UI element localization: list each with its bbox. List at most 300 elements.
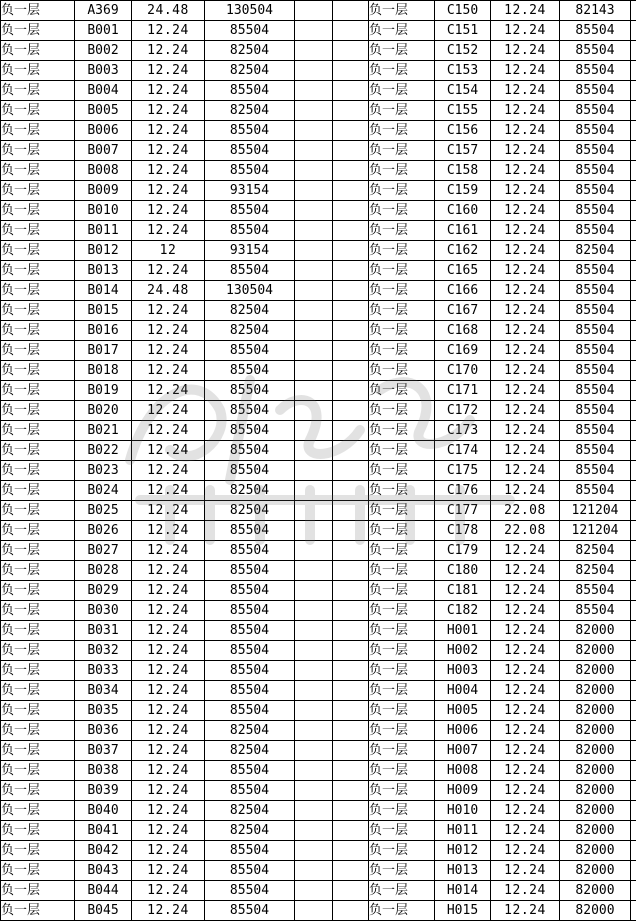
price-cell: 82504 — [205, 61, 295, 81]
area-cell: 12.24 — [132, 901, 205, 921]
table-row — [1, 201, 636, 221]
floor-cell: 负一层 — [369, 641, 435, 661]
area-cell: 12.24 — [132, 681, 205, 701]
table-row — [1, 741, 636, 761]
floor-cell: 负一层 — [1, 561, 75, 581]
floor-cell: 负一层 — [1, 361, 75, 381]
area-cell: 12.24 — [132, 621, 205, 641]
empty-cell — [333, 601, 369, 621]
area-cell: 12.24 — [491, 461, 560, 481]
empty-cell — [631, 641, 636, 661]
table-row — [1, 621, 636, 641]
area-cell: 12.24 — [132, 741, 205, 761]
empty-cell — [295, 881, 333, 901]
empty-cell — [631, 601, 636, 621]
floor-cell: 负一层 — [369, 581, 435, 601]
table-row — [1, 41, 636, 61]
table-row — [1, 901, 636, 921]
area-cell: 12.24 — [491, 721, 560, 741]
empty-cell — [295, 721, 333, 741]
table-body — [1, 1, 636, 921]
empty-cell — [333, 421, 369, 441]
empty-cell — [631, 401, 636, 421]
area-cell: 12.24 — [132, 361, 205, 381]
area-cell: 12.24 — [132, 521, 205, 541]
price-cell: 85504 — [560, 321, 631, 341]
floor-cell: 负一层 — [369, 181, 435, 201]
price-cell: 82000 — [560, 841, 631, 861]
area-cell: 12.24 — [491, 821, 560, 841]
empty-cell — [295, 701, 333, 721]
empty-cell — [295, 761, 333, 781]
empty-cell — [295, 141, 333, 161]
unit-code-cell: H004 — [435, 681, 491, 701]
empty-cell — [295, 121, 333, 141]
empty-cell — [333, 21, 369, 41]
empty-cell — [333, 521, 369, 541]
area-cell: 12.24 — [132, 781, 205, 801]
empty-cell — [333, 541, 369, 561]
empty-cell — [295, 201, 333, 221]
floor-cell: 负一层 — [1, 301, 75, 321]
area-cell: 12.24 — [491, 341, 560, 361]
price-cell: 82000 — [560, 641, 631, 661]
table-row — [1, 1, 636, 21]
unit-code-cell: B022 — [75, 441, 132, 461]
table-row — [1, 661, 636, 681]
empty-cell — [631, 61, 636, 81]
table-row — [1, 441, 636, 461]
floor-cell: 负一层 — [1, 161, 75, 181]
area-cell: 12.24 — [132, 701, 205, 721]
empty-cell — [333, 441, 369, 461]
empty-cell — [631, 581, 636, 601]
area-cell: 12.24 — [132, 61, 205, 81]
table-row — [1, 861, 636, 881]
empty-cell — [631, 441, 636, 461]
price-cell: 82000 — [560, 761, 631, 781]
area-cell: 12.24 — [491, 41, 560, 61]
empty-cell — [631, 701, 636, 721]
empty-cell — [631, 21, 636, 41]
floor-cell: 负一层 — [1, 381, 75, 401]
floor-cell: 负一层 — [1, 341, 75, 361]
empty-cell — [631, 321, 636, 341]
area-cell: 12.24 — [491, 261, 560, 281]
unit-code-cell: B016 — [75, 321, 132, 341]
area-cell: 12.24 — [491, 221, 560, 241]
empty-cell — [631, 541, 636, 561]
empty-cell — [333, 641, 369, 661]
price-cell: 85504 — [205, 521, 295, 541]
area-cell: 12.24 — [132, 561, 205, 581]
empty-cell — [333, 561, 369, 581]
floor-cell: 负一层 — [369, 801, 435, 821]
table-row — [1, 721, 636, 741]
empty-cell — [631, 201, 636, 221]
unit-code-cell: C161 — [435, 221, 491, 241]
empty-cell — [631, 501, 636, 521]
price-cell: 85504 — [205, 341, 295, 361]
floor-cell: 负一层 — [369, 901, 435, 921]
floor-cell: 负一层 — [1, 801, 75, 821]
empty-cell — [333, 581, 369, 601]
area-cell: 12.24 — [132, 861, 205, 881]
floor-cell: 负一层 — [369, 281, 435, 301]
empty-cell — [333, 181, 369, 201]
empty-cell — [631, 301, 636, 321]
area-cell: 12.24 — [132, 581, 205, 601]
floor-cell: 负一层 — [369, 261, 435, 281]
area-cell: 12.24 — [491, 281, 560, 301]
empty-cell — [631, 521, 636, 541]
table-row — [1, 241, 636, 261]
area-cell: 12.24 — [491, 761, 560, 781]
area-cell: 12.24 — [132, 201, 205, 221]
empty-cell — [295, 81, 333, 101]
price-cell: 85504 — [560, 441, 631, 461]
unit-code-cell: B040 — [75, 801, 132, 821]
empty-cell — [295, 241, 333, 261]
floor-cell: 负一层 — [1, 121, 75, 141]
empty-cell — [295, 101, 333, 121]
unit-code-cell: B003 — [75, 61, 132, 81]
unit-code-cell: H009 — [435, 781, 491, 801]
price-cell: 93154 — [205, 241, 295, 261]
empty-cell — [631, 741, 636, 761]
empty-cell — [295, 321, 333, 341]
floor-cell: 负一层 — [369, 721, 435, 741]
floor-cell: 负一层 — [1, 901, 75, 921]
unit-code-cell: H005 — [435, 701, 491, 721]
area-cell: 12.24 — [491, 61, 560, 81]
floor-cell: 负一层 — [369, 681, 435, 701]
empty-cell — [295, 661, 333, 681]
empty-cell — [631, 681, 636, 701]
area-cell: 12.24 — [132, 801, 205, 821]
unit-code-cell: B005 — [75, 101, 132, 121]
area-cell: 12.24 — [491, 381, 560, 401]
unit-code-cell: B031 — [75, 621, 132, 641]
floor-cell: 负一层 — [1, 521, 75, 541]
empty-cell — [333, 761, 369, 781]
empty-cell — [631, 161, 636, 181]
empty-cell — [295, 361, 333, 381]
price-cell: 85504 — [205, 881, 295, 901]
unit-code-cell: B028 — [75, 561, 132, 581]
price-cell: 85504 — [560, 401, 631, 421]
empty-cell — [333, 701, 369, 721]
table-row — [1, 141, 636, 161]
empty-cell — [333, 41, 369, 61]
empty-cell — [333, 401, 369, 421]
price-cell: 85504 — [560, 21, 631, 41]
floor-cell: 负一层 — [369, 121, 435, 141]
price-cell: 82000 — [560, 701, 631, 721]
floor-cell: 负一层 — [369, 141, 435, 161]
empty-cell — [631, 121, 636, 141]
area-cell: 12.24 — [132, 221, 205, 241]
empty-cell — [295, 41, 333, 61]
floor-cell: 负一层 — [1, 641, 75, 661]
empty-cell — [631, 841, 636, 861]
empty-cell — [295, 841, 333, 861]
floor-cell: 负一层 — [369, 1, 435, 21]
empty-cell — [631, 461, 636, 481]
price-cell: 85504 — [205, 261, 295, 281]
empty-cell — [631, 181, 636, 201]
unit-code-cell: C159 — [435, 181, 491, 201]
empty-cell — [295, 681, 333, 701]
empty-cell — [333, 201, 369, 221]
price-cell: 82000 — [560, 861, 631, 881]
floor-cell: 负一层 — [1, 81, 75, 101]
area-cell: 22.08 — [491, 501, 560, 521]
empty-cell — [631, 81, 636, 101]
empty-cell — [295, 421, 333, 441]
floor-cell: 负一层 — [1, 21, 75, 41]
unit-code-cell: C174 — [435, 441, 491, 461]
empty-cell — [295, 541, 333, 561]
floor-cell: 负一层 — [369, 601, 435, 621]
price-cell: 85504 — [560, 101, 631, 121]
unit-code-cell: H011 — [435, 821, 491, 841]
area-cell: 12.24 — [132, 441, 205, 461]
empty-cell — [631, 721, 636, 741]
floor-cell: 负一层 — [369, 381, 435, 401]
empty-cell — [333, 341, 369, 361]
price-cell: 85504 — [205, 461, 295, 481]
price-cell: 85504 — [205, 781, 295, 801]
empty-cell — [295, 281, 333, 301]
empty-cell — [631, 41, 636, 61]
unit-code-cell: C152 — [435, 41, 491, 61]
floor-cell: 负一层 — [369, 841, 435, 861]
area-cell: 12.24 — [132, 341, 205, 361]
price-cell: 82504 — [560, 241, 631, 261]
empty-cell — [333, 221, 369, 241]
floor-cell: 负一层 — [1, 441, 75, 461]
unit-code-cell: H003 — [435, 661, 491, 681]
table-row — [1, 561, 636, 581]
price-cell: 130504 — [205, 281, 295, 301]
area-cell: 12.24 — [132, 841, 205, 861]
area-cell: 12.24 — [132, 21, 205, 41]
area-cell: 12.24 — [491, 621, 560, 641]
unit-code-cell: B006 — [75, 121, 132, 141]
table-row — [1, 61, 636, 81]
area-cell: 12.24 — [132, 881, 205, 901]
unit-code-cell: A369 — [75, 1, 132, 21]
unit-code-cell: B045 — [75, 901, 132, 921]
floor-cell: 负一层 — [369, 361, 435, 381]
price-cell: 85504 — [560, 301, 631, 321]
area-cell: 12.24 — [491, 421, 560, 441]
empty-cell — [631, 821, 636, 841]
floor-cell: 负一层 — [1, 321, 75, 341]
floor-cell: 负一层 — [369, 321, 435, 341]
empty-cell — [631, 481, 636, 501]
unit-code-cell: C158 — [435, 161, 491, 181]
empty-cell — [631, 801, 636, 821]
floor-cell: 负一层 — [1, 181, 75, 201]
price-cell: 85504 — [560, 581, 631, 601]
floor-cell: 负一层 — [369, 501, 435, 521]
price-cell: 82000 — [560, 801, 631, 821]
empty-cell — [631, 361, 636, 381]
floor-cell: 负一层 — [369, 881, 435, 901]
empty-cell — [295, 861, 333, 881]
unit-code-cell: C171 — [435, 381, 491, 401]
empty-cell — [295, 601, 333, 621]
unit-code-cell: B020 — [75, 401, 132, 421]
price-cell: 82000 — [560, 881, 631, 901]
price-cell: 85504 — [205, 541, 295, 561]
unit-code-cell: B027 — [75, 541, 132, 561]
floor-cell: 负一层 — [1, 1, 75, 21]
table-row — [1, 481, 636, 501]
price-cell: 85504 — [205, 361, 295, 381]
unit-code-cell: B044 — [75, 881, 132, 901]
unit-code-cell: B010 — [75, 201, 132, 221]
empty-cell — [631, 781, 636, 801]
table-row — [1, 801, 636, 821]
floor-cell: 负一层 — [1, 221, 75, 241]
price-cell: 85504 — [205, 621, 295, 641]
price-cell: 85504 — [205, 701, 295, 721]
area-cell: 12.24 — [491, 841, 560, 861]
floor-cell: 负一层 — [1, 841, 75, 861]
unit-code-cell: H014 — [435, 881, 491, 901]
unit-code-cell: B025 — [75, 501, 132, 521]
floor-cell: 负一层 — [1, 461, 75, 481]
price-cell: 93154 — [205, 181, 295, 201]
area-cell: 12.24 — [132, 141, 205, 161]
price-cell: 82000 — [560, 741, 631, 761]
empty-cell — [333, 841, 369, 861]
floor-cell: 负一层 — [369, 661, 435, 681]
area-cell: 12.24 — [132, 821, 205, 841]
empty-cell — [295, 901, 333, 921]
unit-code-cell: B043 — [75, 861, 132, 881]
empty-cell — [333, 1, 369, 21]
price-cell: 82000 — [560, 901, 631, 921]
table-row — [1, 541, 636, 561]
area-cell: 12.24 — [491, 81, 560, 101]
floor-cell: 负一层 — [1, 681, 75, 701]
empty-cell — [631, 761, 636, 781]
empty-cell — [295, 821, 333, 841]
area-cell: 12.24 — [491, 201, 560, 221]
unit-code-cell: C181 — [435, 581, 491, 601]
empty-cell — [333, 381, 369, 401]
price-cell: 85504 — [560, 381, 631, 401]
area-cell: 12.24 — [491, 701, 560, 721]
price-cell: 85504 — [205, 121, 295, 141]
table-row — [1, 341, 636, 361]
unit-code-cell: C153 — [435, 61, 491, 81]
price-cell: 85504 — [205, 861, 295, 881]
floor-cell: 负一层 — [369, 161, 435, 181]
empty-cell — [333, 621, 369, 641]
empty-cell — [631, 901, 636, 921]
table-row — [1, 401, 636, 421]
price-cell: 85504 — [205, 21, 295, 41]
floor-cell: 负一层 — [369, 861, 435, 881]
empty-cell — [295, 441, 333, 461]
area-cell: 12.24 — [491, 801, 560, 821]
area-cell: 12.24 — [491, 101, 560, 121]
empty-cell — [333, 61, 369, 81]
empty-cell — [333, 461, 369, 481]
unit-code-cell: B033 — [75, 661, 132, 681]
unit-code-cell: C177 — [435, 501, 491, 521]
empty-cell — [295, 341, 333, 361]
area-cell: 12.24 — [132, 401, 205, 421]
floor-cell: 负一层 — [1, 701, 75, 721]
price-cell: 85504 — [560, 361, 631, 381]
table-row — [1, 261, 636, 281]
area-cell: 22.08 — [491, 521, 560, 541]
empty-cell — [333, 281, 369, 301]
unit-code-cell: C155 — [435, 101, 491, 121]
floor-cell: 负一层 — [369, 301, 435, 321]
unit-code-cell: B026 — [75, 521, 132, 541]
price-cell: 85504 — [560, 41, 631, 61]
price-cell: 85504 — [560, 61, 631, 81]
table-row — [1, 601, 636, 621]
price-cell: 85504 — [560, 461, 631, 481]
price-cell: 85504 — [560, 421, 631, 441]
area-cell: 12.24 — [491, 181, 560, 201]
table-row — [1, 641, 636, 661]
unit-code-cell: B037 — [75, 741, 132, 761]
empty-cell — [333, 261, 369, 281]
unit-code-cell: B023 — [75, 461, 132, 481]
table-row — [1, 321, 636, 341]
price-cell: 82000 — [560, 621, 631, 641]
price-cell: 85504 — [205, 761, 295, 781]
area-cell: 12.24 — [491, 121, 560, 141]
unit-code-cell: C170 — [435, 361, 491, 381]
area-cell: 12.24 — [491, 441, 560, 461]
price-cell: 85504 — [205, 221, 295, 241]
price-cell: 82000 — [560, 681, 631, 701]
price-cell: 85504 — [560, 221, 631, 241]
unit-code-cell: C154 — [435, 81, 491, 101]
price-cell: 82504 — [560, 541, 631, 561]
price-cell: 85504 — [205, 161, 295, 181]
floor-cell: 负一层 — [1, 501, 75, 521]
empty-cell — [333, 141, 369, 161]
area-cell: 12.24 — [491, 581, 560, 601]
price-cell: 85504 — [560, 141, 631, 161]
floor-cell: 负一层 — [1, 601, 75, 621]
empty-cell — [295, 181, 333, 201]
unit-code-cell: H015 — [435, 901, 491, 921]
floor-cell: 负一层 — [1, 401, 75, 421]
price-cell: 82504 — [205, 301, 295, 321]
empty-cell — [333, 741, 369, 761]
unit-code-cell: C179 — [435, 541, 491, 561]
floor-cell: 负一层 — [369, 561, 435, 581]
unit-code-cell: B004 — [75, 81, 132, 101]
floor-cell: 负一层 — [369, 41, 435, 61]
table-row — [1, 501, 636, 521]
area-cell: 12.24 — [132, 541, 205, 561]
table-row — [1, 381, 636, 401]
price-cell: 85504 — [205, 401, 295, 421]
